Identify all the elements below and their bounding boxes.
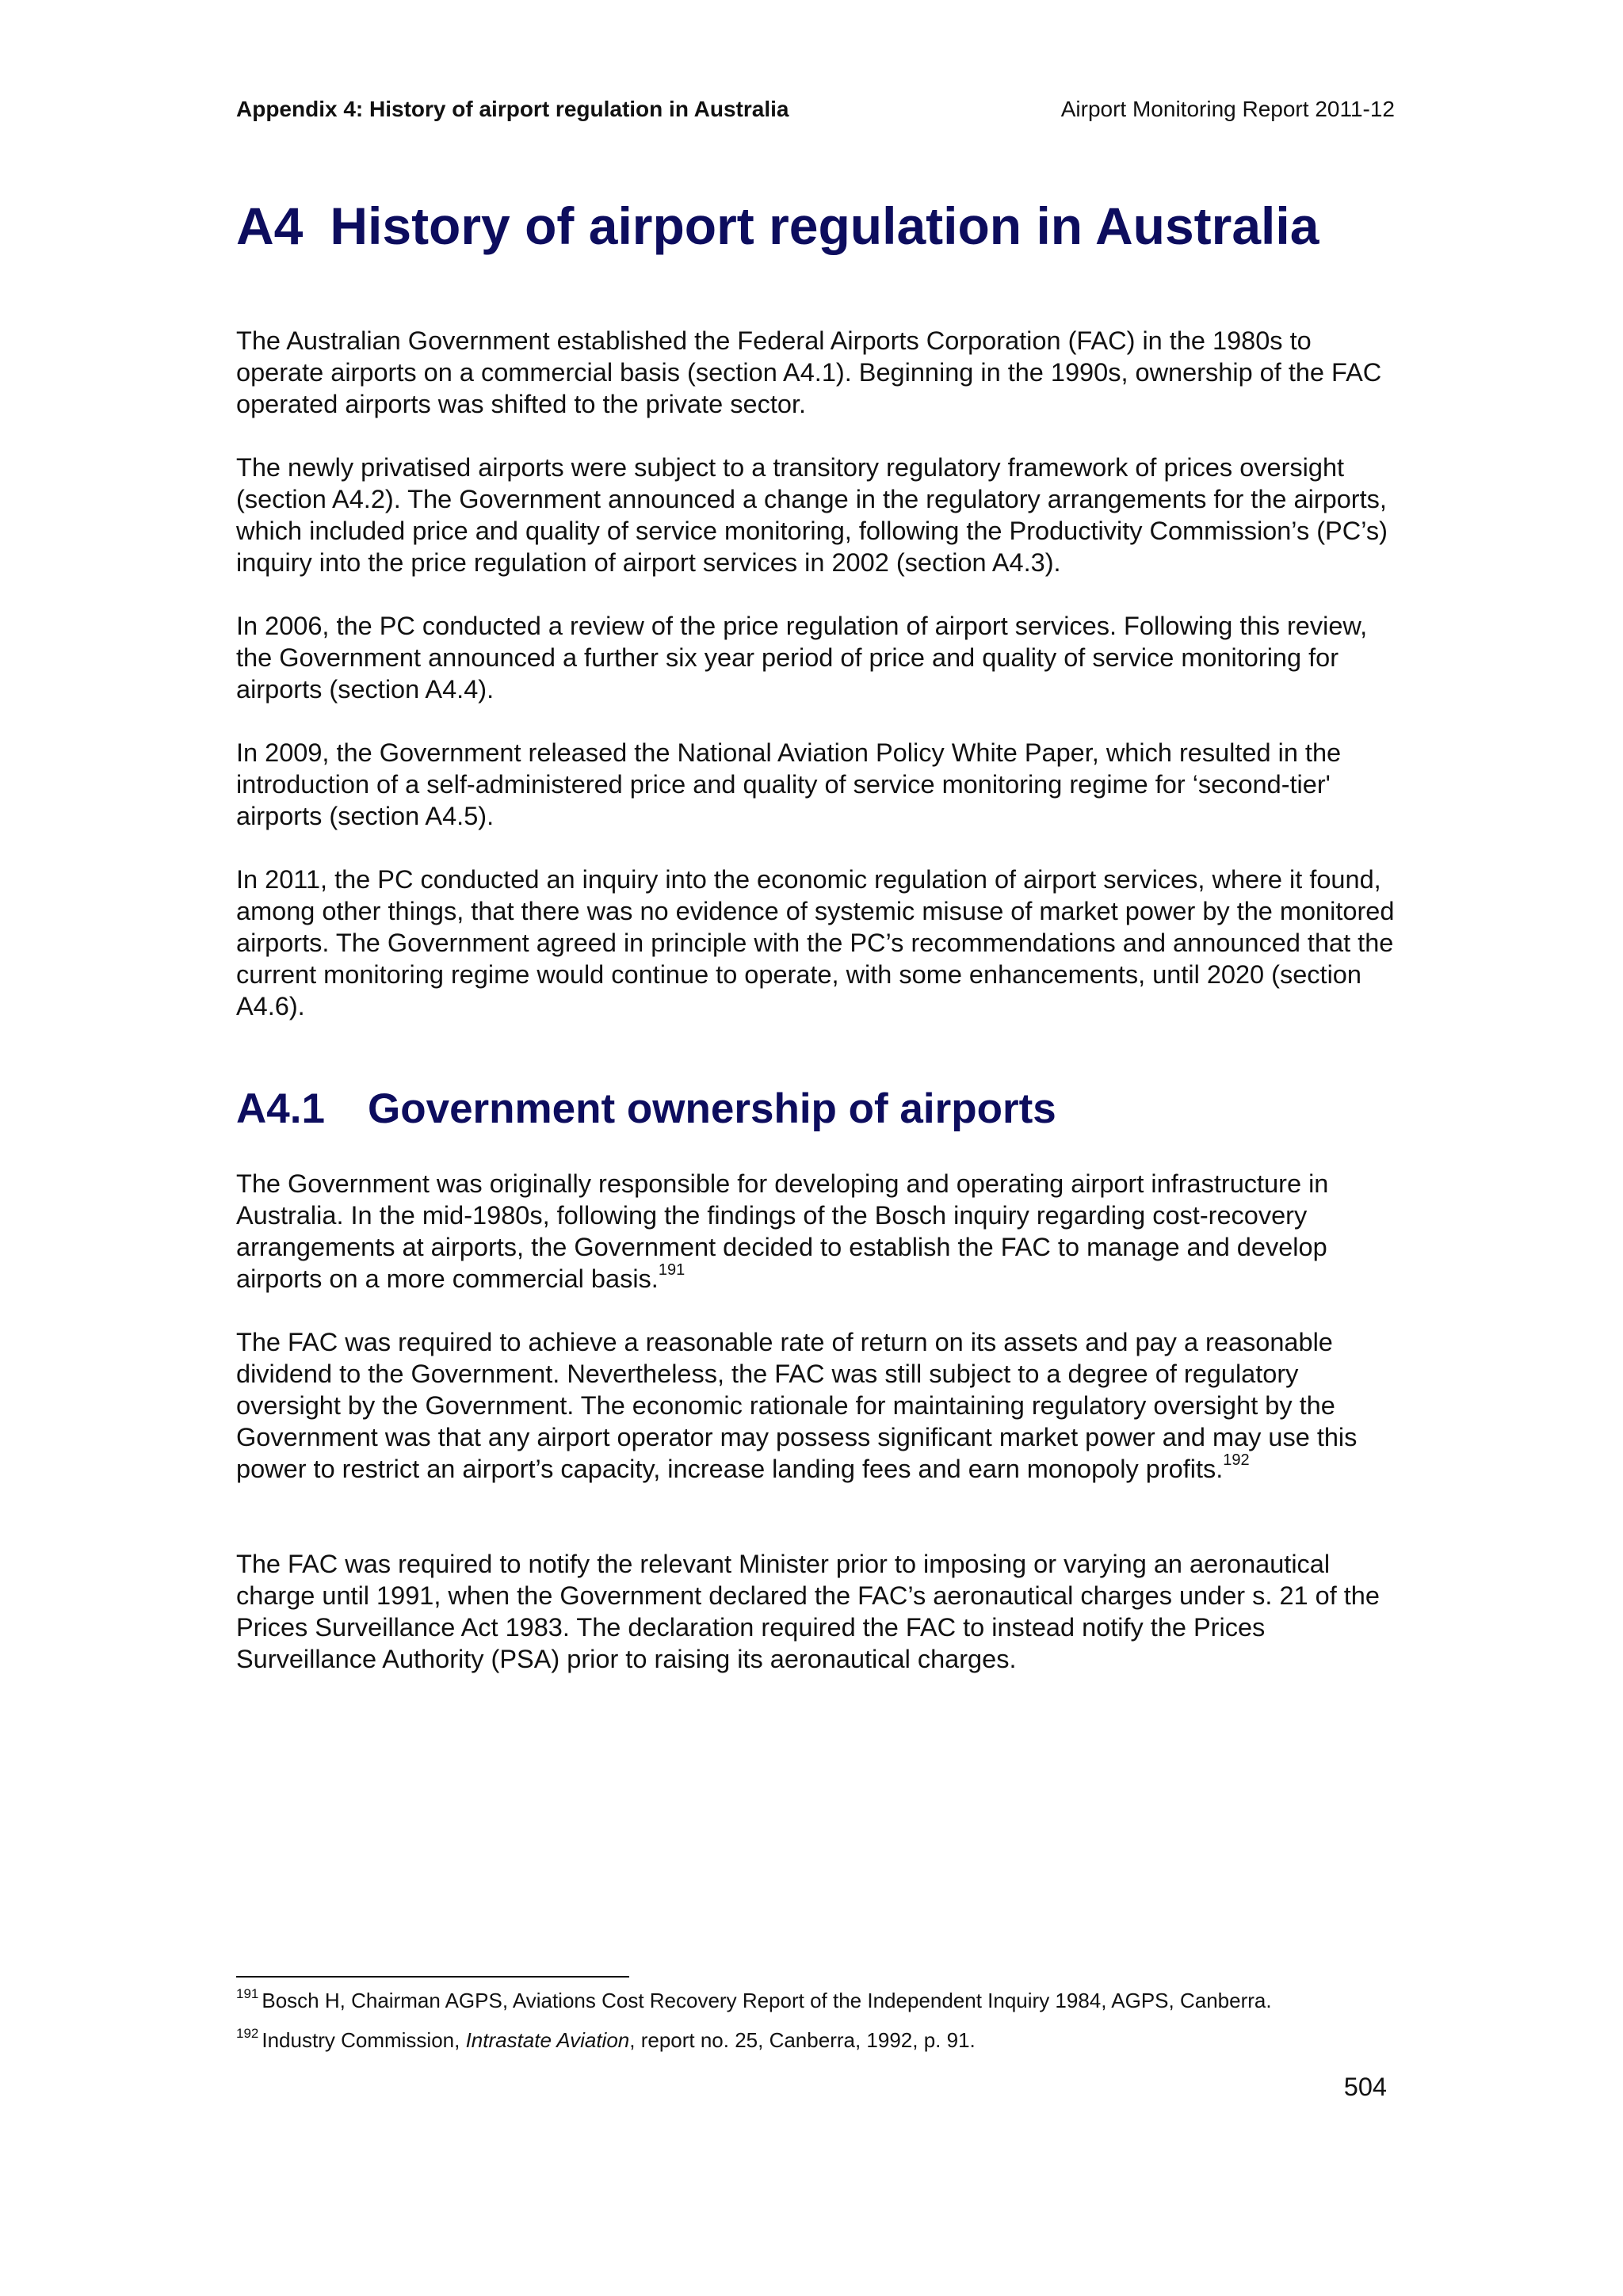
- footnote-number: 192: [236, 2026, 259, 2041]
- section-heading: [236, 1077, 1056, 1141]
- footnote-191: [236, 1987, 1395, 2014]
- footnote-number: 191: [236, 1986, 259, 2001]
- footnote-reference[interactable]: 192: [1223, 1451, 1250, 1469]
- intro-paragraph: The newly privatised airports were subject to a transitory regulatory framework of prices oversight (section A4.2). The Government announced a change in the regulatory arrangements for the airports, which included price and quality of service monitoring, following the Productivity Commission’s (PC’s) inquiry into the price regulation of airport services in 2002 (section A4.3).: [236, 453, 1388, 577]
- header-appendix-title: Appendix 4: History of airport regulation in Australia: [236, 97, 789, 121]
- intro-paragraph: In 2009, the Government released the National Aviation Policy White Paper, which resulted in the introduction of a self-administered price and quality of service monitoring regime for ‘second-tier' airports (section A4.5).: [236, 738, 1342, 830]
- intro-paragraph: The Australian Government established the Federal Airports Corporation (FAC) in the 1980s to operate airports on a commercial basis (section A4.1). Beginning in the 1990s, ownership of the FAC operated airports was shifted to the private sector.: [236, 326, 1382, 418]
- page-title-number: A4: [236, 196, 304, 255]
- page-title: [236, 190, 1319, 261]
- section-title: Government ownership of airports: [368, 1085, 1056, 1132]
- header-report-title: Airport Monitoring Report 2011-12: [1060, 97, 1395, 121]
- footnote-192: [236, 2027, 1395, 2054]
- section-paragraph-text: The Government was originally responsible for developing and operating airport infrastructure in Australia. In the mid-1980s, following the findings of the Bosch inquiry regarding cost-recovery arrangements at airports, the Government decided to establish the FAC to manage and develop airports on a more commercial basis.: [236, 1169, 1329, 1293]
- footnote-text-tail: , report no. 25, Canberra, 1992, p. 91.: [629, 2028, 976, 2052]
- footnote-report-title: Intrastate Aviation: [465, 2028, 630, 2052]
- section-paragraph: The FAC was required to notify the relevant Minister prior to imposing or varying an aeronautical charge until 1991, when the Government declared the FAC’s aeronautical charges under s. 21 of the Prices Surveillance Act 1983. The declaration required the FAC to instead notify the Prices Surveillance Authority (PSA) prior to raising its aeronautical charges.: [236, 1550, 1380, 1673]
- section-number: A4.1: [236, 1085, 325, 1132]
- page-number: 504: [1343, 2073, 1387, 2101]
- section-paragraph: [236, 1326, 1395, 1485]
- intro-paragraph: In 2006, the PC conducted a review of the price regulation of airport services. Following this review, the Government announced a further six year period of price and quality of service monitoring for airports (section A4.4).: [236, 612, 1368, 704]
- footnote-text: Bosch H, Chairman AGPS, Aviations Cost Recovery Report of the Independent Inquiry 1984, AGPS, Canberra.: [262, 1989, 1272, 2012]
- section-paragraph-text: The FAC was required to achieve a reasonable rate of return on its assets and pay a reasonable dividend to the Government. Nevertheless, the FAC was still subject to a degree of regulatory oversight by the Government. The economic rationale for maintaining regulatory oversight by the Government was that any airport operator may possess significant market power and may use this power to restrict an airport’s capacity, increase landing fees and earn monopoly profits.: [236, 1328, 1358, 1483]
- footnote-text: Industry Commission,: [262, 2028, 466, 2052]
- intro-paragraph: In 2011, the PC conducted an inquiry into the economic regulation of airport services, where it found, among other things, that there was no evidence of systemic misuse of market power by the monitored airports. The Government agreed in principle with the PC’s recommendations and announced that the current monitoring regime would continue to operate, with some enhancements, until 2020 (section A4.6).: [236, 865, 1395, 1020]
- page-title-text: History of airport regulation in Australia: [330, 196, 1319, 255]
- footnote-separator: [236, 1976, 629, 1978]
- footnote-reference[interactable]: 191: [658, 1261, 685, 1279]
- section-paragraph: [236, 1168, 1395, 1295]
- page-header: [236, 93, 1395, 125]
